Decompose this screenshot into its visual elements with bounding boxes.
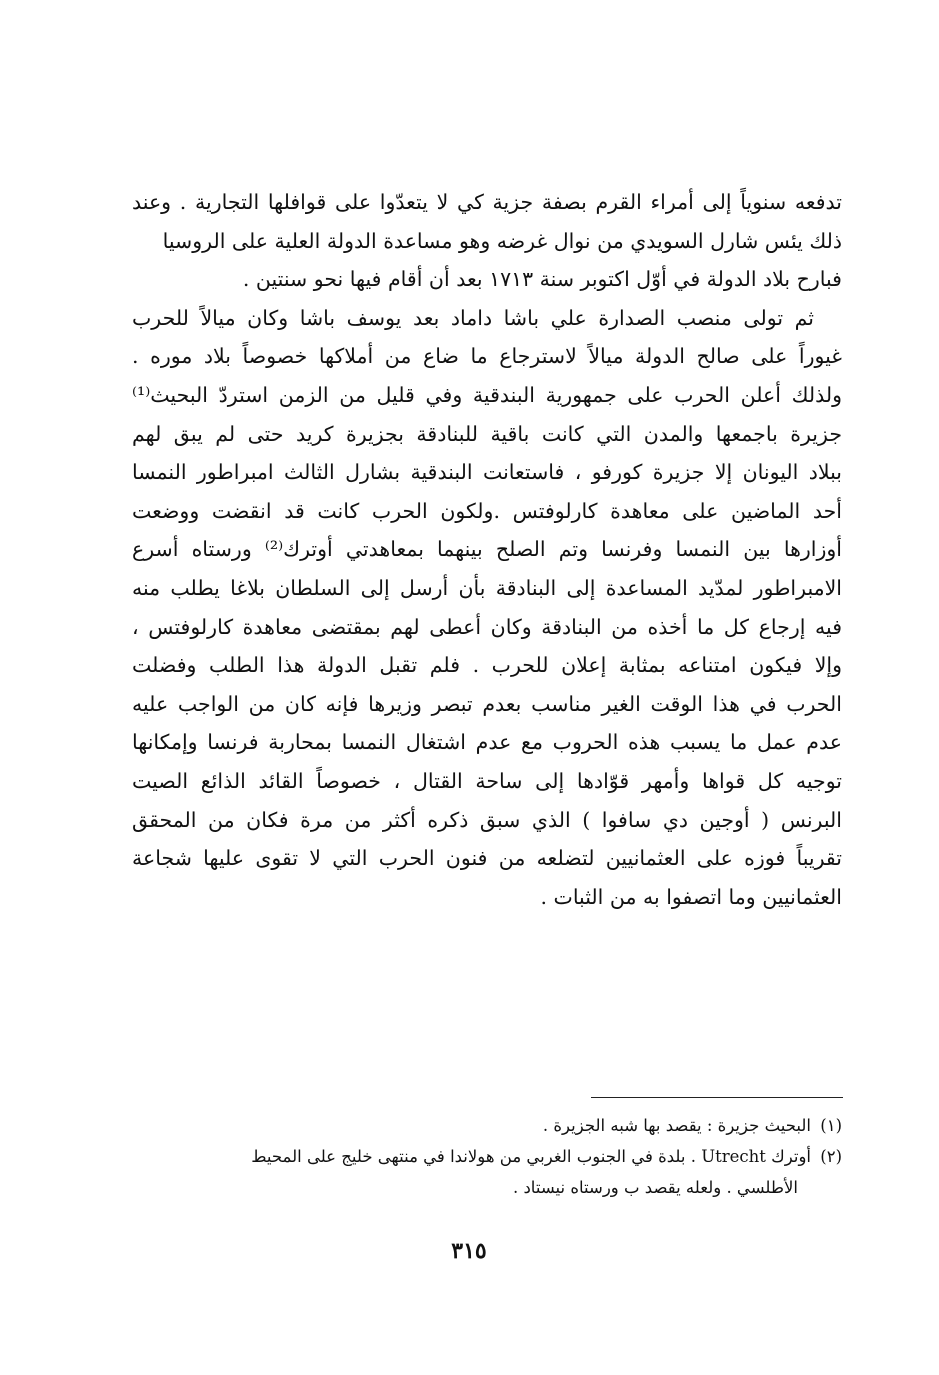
text-line: تقريباً فوزه على العثمانيين لتضلعه من فنون الحرب التي لا تقوى عليها شجاعة [132, 846, 842, 871]
text-line: عدم عمل ما يسبب هذه الحروب مع عدم اشتغال النمسا بمحاربة فرنسا وإمكانها [132, 730, 842, 755]
footnotes [130, 1110, 842, 1203]
main-text-block [132, 183, 842, 916]
text-line: الامبراطور لمدّيد المساعدة إلى البنادقة بأن أرسل إلى السلطان بلاغا يطلب منه [132, 575, 842, 600]
footnote-text: أوترك Utrecht . بلدة في الجنوب الغربي من هولاندا في منتهى خليج على المحيط [251, 1147, 811, 1166]
text-line: ولذلك أعلن الحرب على جمهورية البندقية وفي قليل من الزمن استردّ البحيث⁽¹⁾ [132, 382, 842, 407]
text-line: ثم تولى منصب الصدارة علي باشا داماد بعد يوسف باشا وكان ميالاً للحرب [132, 305, 814, 330]
text-line: العثمانيين وما اتصفوا به من الثبات . [540, 884, 842, 909]
text-line: غيوراً على صالح الدولة ميالاً لاسترجاع ما ضاع من أملاكها خصوصاً بلاد موره . [132, 344, 842, 369]
text-line: تدفعه سنوياً إلى أمراء القرم بصفة جزية كي لا يتعدّوا على قوافلها التجارية . وعند [132, 190, 842, 214]
text-line: ذلك يئس شارل السويدي من نوال غرضه وهو مساعدة الدولة العلية على الروسيا [162, 228, 842, 253]
text-line: البرنس ( أوجين دي سافوا ) الذي سبق ذكره أكثر من مرة فكان من المحقق [132, 807, 842, 832]
text-line: أحد الماضين على معاهدة كارلوفتس .ولكون الحرب كانت قد انقضت ووضعت [132, 498, 842, 523]
text-line: جزيرة باجمعها والمدن التي كانت باقية للبنادقة بجزيرة كريد حتى لم يبق لهم [132, 421, 842, 446]
text-line: فيه إرجاع كل ما أخذه من البنادقة وكان أعطى لهم بمقتضى معاهدة كارلوفتس ، [132, 614, 842, 639]
page-number: ٣١٥ [451, 1238, 487, 1264]
text-line: وإلا فيكون امتناعه بمثابة إعلان للحرب . فلم تقبل الدولة هذا الطلب وفضلت [132, 653, 842, 678]
text-line: فبارح بلاد الدولة في أوّل اكتوبر سنة ١٧١٣ بعد أن أقام فيها نحو سنتين . [242, 267, 842, 292]
footnote-number: (١) [820, 1116, 842, 1135]
footnote-number: (٢) [820, 1147, 842, 1166]
text-line: ببلاد اليونان إلا جزيرة كورفو ، فاستعانت البندقية بشارل الثالث امبراطور النمسا [132, 460, 842, 485]
footnote-2-continuation: الأطلسي . ولعله يقصد ب ورستاه نيستاد . [512, 1178, 798, 1197]
text-line: الحرب في هذا الوقت الغير مناسب بعدم تبصر وزيرها فإنه كان من الواجب عليه [132, 691, 842, 716]
footnote-text: البحيث جزيرة : يقصد بها شبه الجزيرة . [542, 1116, 811, 1135]
text-line: توجيه كل قواها وأمهر قوّادها إلى ساحة القتال ، خصوصاً القائد الذائع الصيت [132, 768, 842, 793]
footnote-1 [130, 1110, 842, 1141]
text-line: أوزارها بين النمسا وفرنسا وتم الصلح بينهما بمعاهدتي أوترك⁽²⁾ ورستاه أسرع [132, 537, 842, 562]
footnote-divider [591, 1097, 843, 1098]
footnote-2 [130, 1141, 842, 1172]
